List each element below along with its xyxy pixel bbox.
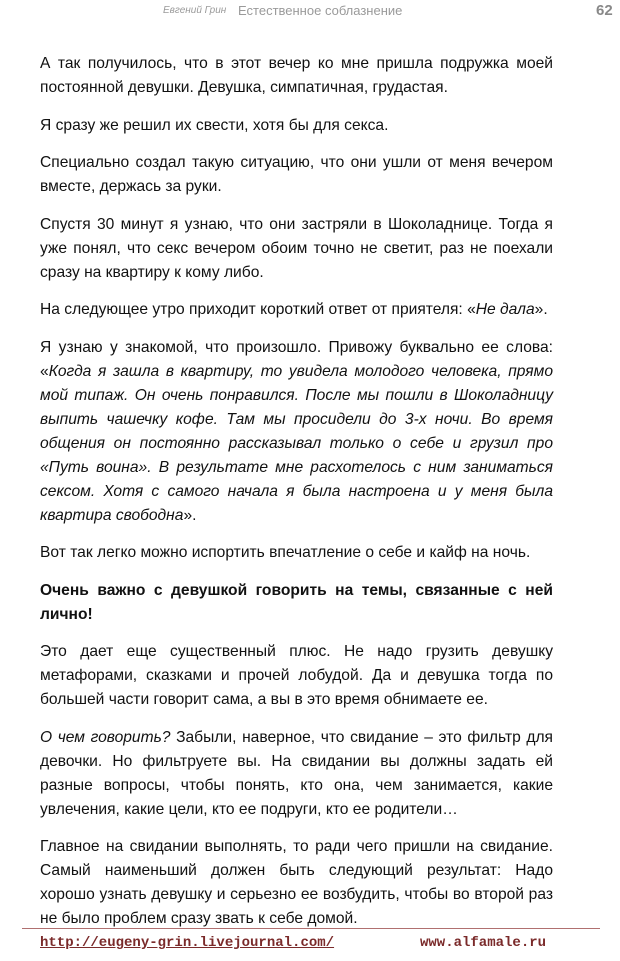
paragraph: О чем говорить? Забыли, наверное, что свидание – это фильтр для девочки. Но фильтруете вы. На свидании вы должны задать ей разные вопросы, чтобы понять, кто она, чем занимается, какие увлечения, какие цели, кто ее подруги, кто ее родители… [40, 728, 554, 818]
paragraph: Вот так легко можно испортить впечатление о себе и кайф на ночь. [40, 544, 531, 561]
page-header [0, 2, 620, 22]
italic-question: О чем говорить? [40, 728, 171, 746]
footer-divider [22, 928, 600, 929]
paragraph: Я сразу же решил их свести, хотя бы для секса. [40, 116, 389, 134]
header-book-title: Естественное соблазнение [238, 3, 403, 18]
paragraph: На следующее утро приходит короткий ответ от приятеля: «Не дала». [40, 301, 548, 318]
italic-quote: Не дала [475, 301, 535, 318]
paragraph: Главное на свидании выполнять, то ради чего пришли на свидание. Самый наименьший должен быть следующий результат: Надо хорошо узнать девушку и серьезно ее возбудить, чтобы во второй раз не было проблем сразу звать к себе домой. [40, 838, 553, 927]
paragraph-bold: Очень важно с девушкой говорить на темы, связанные с ней лично! [40, 581, 553, 623]
paragraph: Я узнаю у знакомой, что произошло. Привожу буквально ее слова: «Когда я зашла в квартиру, то увидела молодого человека, прямо мой типаж. Он очень понравился. После мы пошли в Шоколадницу выпить чашечку кофе. Там мы просидели до 3-х ночи. Во время общения он постоянно рассказывал только о себе и грузил про «Путь воина». В результате мне расхотелось с ним заниматься сексом. Хотя с самого начала я была настроена и у меня была квартира свободна». [40, 338, 553, 524]
footer-livejournal-link[interactable]: http://eugeny-grin.livejournal.com/ [40, 935, 335, 951]
paragraph: Это дает еще существенный плюс. Не надо грузить девушку метафорами, сказками и прочей лобудой. Да и девушка тогда по большей части говорит сама, а вы в это время обнимаете ее. [40, 643, 553, 708]
italic-quote: Когда я зашла в квартиру, то увидела молодого человека, прямо мой типаж. Он очень понравился. После мы пошли в Шоколадницу выпить чашечку кофе. Там мы просидели до 3-х ночи. Во время общения он постоянно рассказывал только о себе и грузил про «Путь воина». В результате мне расхотелось с ним заниматься сексом. Хотя с самого начала я была настроена и у меня была квартира свободна [40, 362, 553, 524]
paragraph: А так получилось, что в этот вечер ко мне пришла подружка моей постоянной девушки. Девушка, симпатичная, грудастая. [40, 55, 553, 96]
page-number: 62 [596, 2, 613, 19]
paragraph: Спустя 30 минут я узнаю, что они застряли в Шоколаднице. Тогда я уже понял, что секс вечером обоим точно не светит, раз не поехали сразу на квартиру к кому либо. [40, 215, 553, 281]
header-author: Евгений Грин [163, 5, 227, 16]
footer-alfamale-link[interactable]: www.alfamale.ru [420, 935, 547, 951]
paragraph: Специально создал такую ситуацию, что они ушли от меня вечером вместе, держась за руки. [40, 154, 553, 195]
page-body [40, 52, 553, 945]
